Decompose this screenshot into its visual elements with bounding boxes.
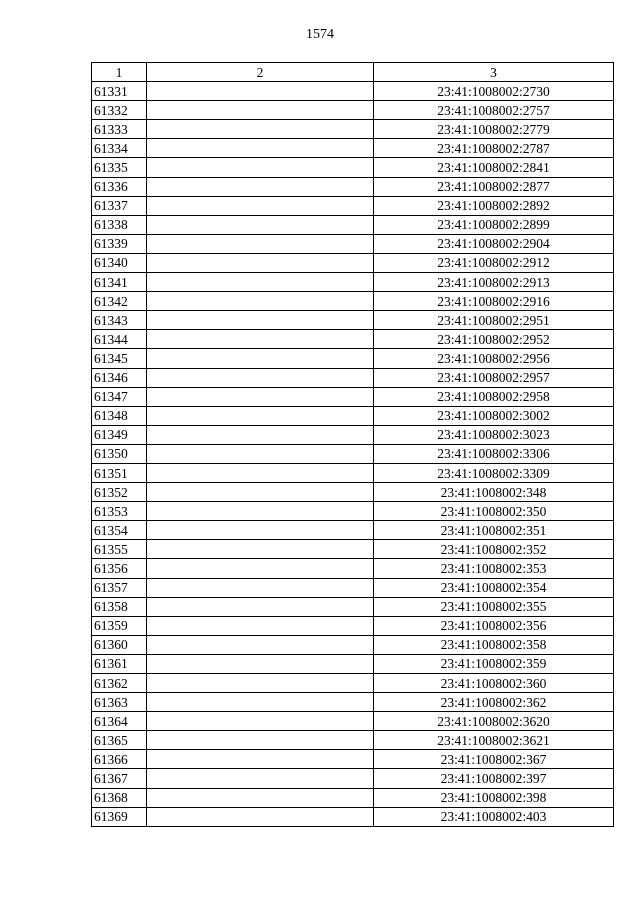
table-header-row [92,63,614,82]
table-row [92,502,614,521]
row-number-cell: 61367 [92,769,147,788]
table-row [92,521,614,540]
table-row [92,540,614,559]
column-header-1: 1 [92,63,147,82]
table-row [92,559,614,578]
row-number-cell: 61355 [92,540,147,559]
table-row [92,387,614,406]
cadastral-number-cell: 23:41:1008002:2877 [374,177,614,196]
cadastral-number-cell: 23:41:1008002:362 [374,693,614,712]
description-cell [147,158,374,177]
row-number-cell: 61369 [92,807,147,826]
table-row [92,349,614,368]
row-number-cell: 61360 [92,635,147,654]
row-number-cell: 61334 [92,139,147,158]
row-number-cell: 61361 [92,654,147,673]
cadastral-number-cell: 23:41:1008002:2841 [374,158,614,177]
cadastral-number-cell: 23:41:1008002:355 [374,597,614,616]
description-cell [147,807,374,826]
cadastral-number-cell: 23:41:1008002:360 [374,674,614,693]
page-number: 1574 [306,27,334,42]
row-number-cell: 61335 [92,158,147,177]
cadastral-number-cell: 23:41:1008002:367 [374,750,614,769]
description-cell [147,769,374,788]
description-cell [147,502,374,521]
row-number-cell: 61341 [92,273,147,292]
cadastral-number-cell: 23:41:1008002:2916 [374,292,614,311]
cadastral-number-cell: 23:41:1008002:2779 [374,120,614,139]
cadastral-number-cell: 23:41:1008002:397 [374,769,614,788]
table-row [92,731,614,750]
table-row [92,82,614,101]
description-cell [147,559,374,578]
row-number-cell: 61346 [92,368,147,387]
row-number-cell: 61340 [92,253,147,272]
table-row [92,292,614,311]
row-number-cell: 61345 [92,349,147,368]
table-body [92,82,614,827]
row-number-cell: 61354 [92,521,147,540]
cadastral-number-cell: 23:41:1008002:356 [374,616,614,635]
cadastral-number-cell: 23:41:1008002:3309 [374,463,614,482]
row-number-cell: 61357 [92,578,147,597]
cadastral-number-cell: 23:41:1008002:3002 [374,406,614,425]
cadastral-table [91,62,614,827]
row-number-cell: 61366 [92,750,147,769]
cadastral-number-cell: 23:41:1008002:2951 [374,311,614,330]
description-cell [147,731,374,750]
description-cell [147,82,374,101]
table-row [92,406,614,425]
row-number-cell: 61365 [92,731,147,750]
table-row [92,158,614,177]
table-row [92,712,614,731]
cadastral-number-cell: 23:41:1008002:398 [374,788,614,807]
description-cell [147,368,374,387]
cadastral-number-cell: 23:41:1008002:359 [374,654,614,673]
cadastral-number-cell: 23:41:1008002:2904 [374,234,614,253]
row-number-cell: 61344 [92,330,147,349]
column-header-3: 3 [374,63,614,82]
cadastral-number-cell: 23:41:1008002:2757 [374,101,614,120]
table-row [92,750,614,769]
row-number-cell: 61332 [92,101,147,120]
cadastral-number-cell: 23:41:1008002:2952 [374,330,614,349]
table-row [92,177,614,196]
row-number-cell: 61359 [92,616,147,635]
description-cell [147,101,374,120]
description-cell [147,139,374,158]
column-header-2: 2 [147,63,374,82]
table-row [92,273,614,292]
table-row [92,120,614,139]
table-row [92,769,614,788]
description-cell [147,597,374,616]
cadastral-number-cell: 23:41:1008002:354 [374,578,614,597]
table-row [92,788,614,807]
row-number-cell: 61349 [92,425,147,444]
description-cell [147,387,374,406]
row-number-cell: 61362 [92,674,147,693]
row-number-cell: 61337 [92,196,147,215]
row-number-cell: 61363 [92,693,147,712]
cadastral-number-cell: 23:41:1008002:2899 [374,215,614,234]
cadastral-number-cell: 23:41:1008002:351 [374,521,614,540]
cadastral-number-cell: 23:41:1008002:2958 [374,387,614,406]
table-row [92,368,614,387]
table-row [92,444,614,463]
table-row [92,234,614,253]
description-cell [147,330,374,349]
description-cell [147,578,374,597]
description-cell [147,616,374,635]
description-cell [147,292,374,311]
table-row [92,425,614,444]
table-row [92,101,614,120]
cadastral-number-cell: 23:41:1008002:3620 [374,712,614,731]
description-cell [147,712,374,731]
row-number-cell: 61352 [92,483,147,502]
cadastral-number-cell: 23:41:1008002:352 [374,540,614,559]
table-row [92,253,614,272]
cadastral-number-cell: 23:41:1008002:358 [374,635,614,654]
cadastral-number-cell: 23:41:1008002:3023 [374,425,614,444]
description-cell [147,463,374,482]
table-row [92,693,614,712]
cadastral-number-cell: 23:41:1008002:2956 [374,349,614,368]
description-cell [147,311,374,330]
table-row [92,196,614,215]
table-row [92,463,614,482]
row-number-cell: 61331 [92,82,147,101]
row-number-cell: 61353 [92,502,147,521]
row-number-cell: 61333 [92,120,147,139]
description-cell [147,483,374,502]
row-number-cell: 61336 [92,177,147,196]
description-cell [147,425,374,444]
description-cell [147,406,374,425]
table-row [92,674,614,693]
description-cell [147,196,374,215]
cadastral-number-cell: 23:41:1008002:3306 [374,444,614,463]
description-cell [147,177,374,196]
cadastral-number-cell: 23:41:1008002:2730 [374,82,614,101]
description-cell [147,540,374,559]
row-number-cell: 61338 [92,215,147,234]
row-number-cell: 61342 [92,292,147,311]
cadastral-number-cell: 23:41:1008002:2912 [374,253,614,272]
table-row [92,597,614,616]
table-row [92,330,614,349]
description-cell [147,654,374,673]
description-cell [147,215,374,234]
cadastral-number-cell: 23:41:1008002:403 [374,807,614,826]
description-cell [147,273,374,292]
row-number-cell: 61347 [92,387,147,406]
cadastral-number-cell: 23:41:1008002:2892 [374,196,614,215]
description-cell [147,120,374,139]
table-row [92,635,614,654]
cadastral-number-cell: 23:41:1008002:3621 [374,731,614,750]
row-number-cell: 61351 [92,463,147,482]
description-cell [147,788,374,807]
cadastral-number-cell: 23:41:1008002:350 [374,502,614,521]
table-row [92,311,614,330]
row-number-cell: 61350 [92,444,147,463]
row-number-cell: 61358 [92,597,147,616]
description-cell [147,693,374,712]
table-row [92,215,614,234]
description-cell [147,521,374,540]
table-row [92,654,614,673]
table-row [92,616,614,635]
description-cell [147,234,374,253]
table-row [92,578,614,597]
row-number-cell: 61343 [92,311,147,330]
description-cell [147,750,374,769]
description-cell [147,674,374,693]
cadastral-number-cell: 23:41:1008002:2787 [374,139,614,158]
description-cell [147,253,374,272]
cadastral-number-cell: 23:41:1008002:353 [374,559,614,578]
cadastral-number-cell: 23:41:1008002:2913 [374,273,614,292]
table-row [92,483,614,502]
row-number-cell: 61339 [92,234,147,253]
row-number-cell: 61364 [92,712,147,731]
cadastral-number-cell: 23:41:1008002:2957 [374,368,614,387]
table-row [92,807,614,826]
row-number-cell: 61356 [92,559,147,578]
cadastral-number-cell: 23:41:1008002:348 [374,483,614,502]
description-cell [147,444,374,463]
row-number-cell: 61368 [92,788,147,807]
row-number-cell: 61348 [92,406,147,425]
description-cell [147,349,374,368]
description-cell [147,635,374,654]
table-row [92,139,614,158]
